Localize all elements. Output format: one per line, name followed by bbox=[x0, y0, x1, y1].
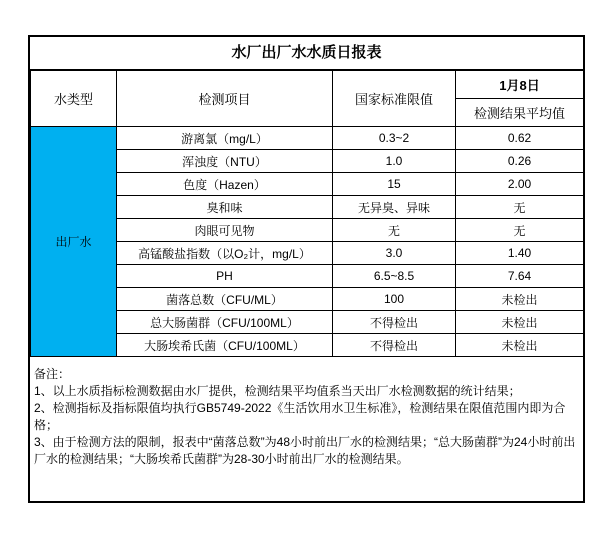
result-cell: 无 bbox=[456, 219, 584, 242]
item-cell: 游离氯（mg/L） bbox=[117, 127, 333, 150]
table-row bbox=[31, 127, 584, 150]
report-frame bbox=[28, 35, 585, 503]
limit-cell: 3.0 bbox=[333, 242, 456, 265]
limit-cell: 6.5~8.5 bbox=[333, 265, 456, 288]
notes-section bbox=[30, 357, 583, 468]
item-cell: 色度（Hazen） bbox=[117, 173, 333, 196]
result-cell: 0.26 bbox=[456, 150, 584, 173]
result-cell: 0.62 bbox=[456, 127, 584, 150]
limit-cell: 无异臭、异味 bbox=[333, 196, 456, 219]
limit-cell: 无 bbox=[333, 219, 456, 242]
limit-cell: 15 bbox=[333, 173, 456, 196]
limit-cell: 1.0 bbox=[333, 150, 456, 173]
header-water-type: 水类型 bbox=[31, 71, 117, 127]
header-row-1 bbox=[31, 71, 584, 99]
limit-cell: 100 bbox=[333, 288, 456, 311]
notes-label: 备注： bbox=[34, 367, 71, 381]
report-title: 水厂出厂水水质日报表 bbox=[30, 37, 583, 70]
report-table bbox=[30, 70, 584, 357]
water-type-cell: 出厂水 bbox=[31, 127, 117, 357]
item-cell: 大肠埃希氏菌（CFU/100ML） bbox=[117, 334, 333, 357]
note-line-2: 2、检测指标及指标限值均执行GB5749-2022《生活饮用水卫生标准》，检测结果在限值范围内即为合格； bbox=[34, 401, 566, 433]
header-test-item: 检测项目 bbox=[117, 71, 333, 127]
note-line-3: 3、由于检测方法的限制，报表中“菌落总数”为48小时前出厂水的检测结果；“总大肠菌群”为24小时前出厂水的检测结果；“大肠埃希氏菌群”为28-30小时前出厂水的检测结果。 bbox=[34, 435, 576, 467]
result-cell: 未检出 bbox=[456, 311, 584, 334]
header-date: 1月8日 bbox=[456, 71, 584, 99]
result-cell: 未检出 bbox=[456, 334, 584, 357]
note-line-1: 1、以上水质指标检测数据由水厂提供，检测结果平均值系当天出厂水检测数据的统计结果； bbox=[34, 384, 521, 399]
item-cell: PH bbox=[117, 265, 333, 288]
header-result-avg: 检测结果平均值 bbox=[456, 99, 584, 127]
result-cell: 无 bbox=[456, 196, 584, 219]
result-cell: 7.64 bbox=[456, 265, 584, 288]
result-cell: 2.00 bbox=[456, 173, 584, 196]
item-cell: 菌落总数（CFU/ML） bbox=[117, 288, 333, 311]
header-national-standard: 国家标准限值 bbox=[333, 71, 456, 127]
limit-cell: 不得检出 bbox=[333, 334, 456, 357]
item-cell: 高锰酸盐指数（以O₂计，mg/L） bbox=[117, 242, 333, 265]
item-cell: 臭和味 bbox=[117, 196, 333, 219]
limit-cell: 不得检出 bbox=[333, 311, 456, 334]
item-cell: 肉眼可见物 bbox=[117, 219, 333, 242]
limit-cell: 0.3~2 bbox=[333, 127, 456, 150]
result-cell: 1.40 bbox=[456, 242, 584, 265]
item-cell: 总大肠菌群（CFU/100ML） bbox=[117, 311, 333, 334]
result-cell: 未检出 bbox=[456, 288, 584, 311]
item-cell: 浑浊度（NTU） bbox=[117, 150, 333, 173]
